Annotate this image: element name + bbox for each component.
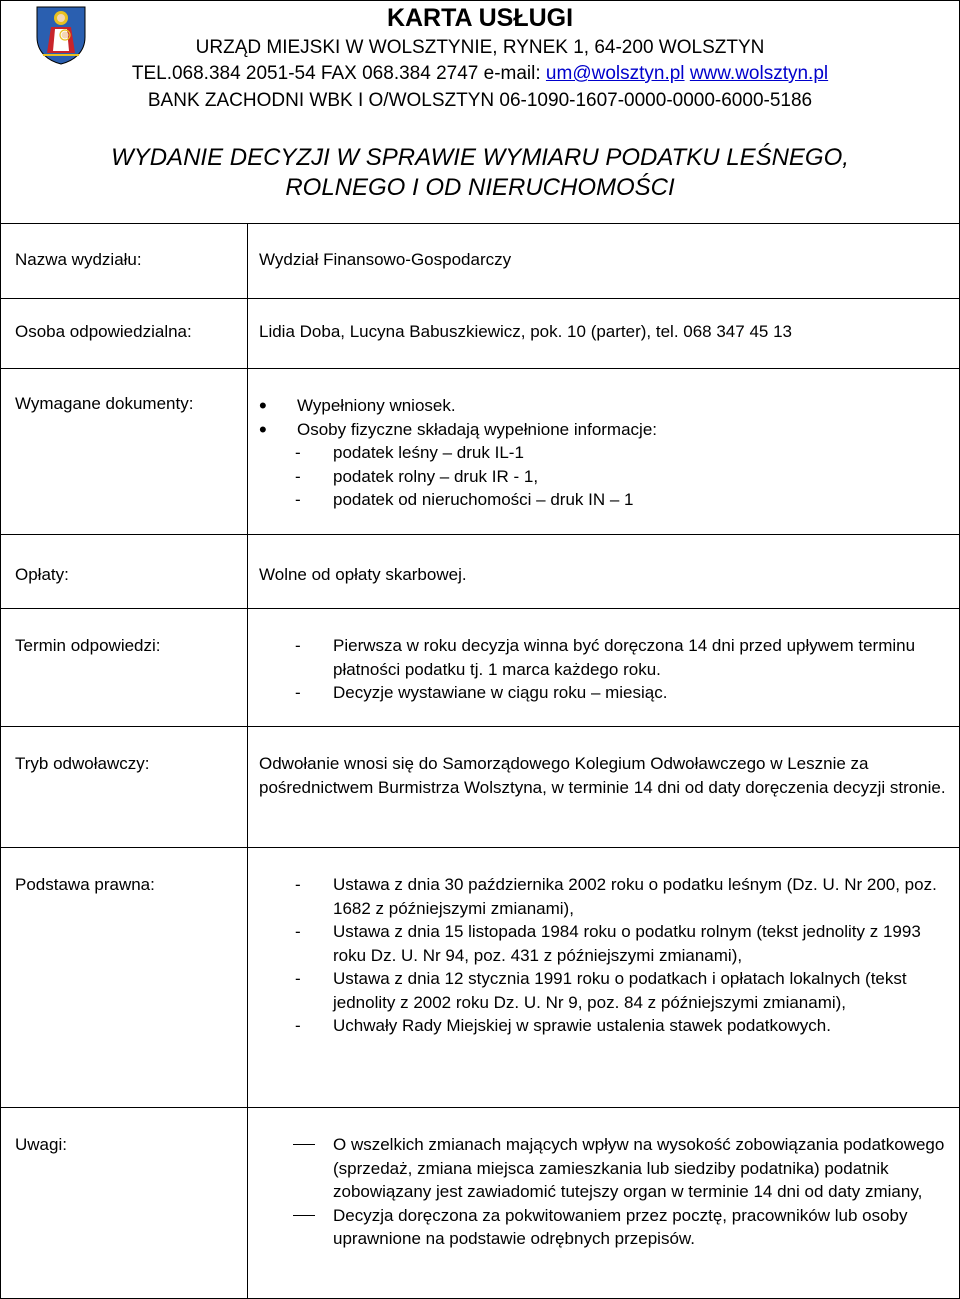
row-person xyxy=(1,298,959,369)
department-value: Wydział Finansowo-Gospodarczy xyxy=(259,250,512,269)
deadline-item: - Decyzje wystawiane w ciągu roku – miesiąc. xyxy=(295,683,668,702)
department-label: Nazwa wydziału: xyxy=(15,250,142,269)
notes-item: O wszelkich zmianach mających wpływ na wysokość zobowiązania podatkowego (sprzedaż, zmiana miejsca zamieszkania lub siedziby podatnika) podatnik zobowiązany jest zawiadomić tutejszy organ w terminie 14 dni od daty zmiany, xyxy=(259,1133,949,1204)
fees-value: Wolne od opłaty skarbowej. xyxy=(259,565,467,584)
office-address: URZĄD MIEJSKI W WOLSZTYNIE, RYNEK 1, 64-200 WOLSZTYN xyxy=(195,37,765,58)
legal-item: - Uchwały Rady Miejskiej w sprawie ustalenia stawek podatkowych. xyxy=(295,1016,831,1035)
contact-prefix: TEL.068.384 2051-54 FAX 068.384 2747 e-mail: xyxy=(131,63,546,84)
documents-sub-item: - podatek leśny – druk IL-1 xyxy=(295,443,524,462)
row-fees xyxy=(1,534,959,609)
fees-label: Opłaty: xyxy=(15,565,69,584)
notes-label: Uwagi: xyxy=(15,1135,67,1154)
deadline-item: - Pierwsza w roku decyzja winna być doręczona 14 dni przed upływem terminu płatności podatku tj. 1 marca każdego roku. xyxy=(295,636,916,679)
appeal-value: Odwołanie wnosi się do Samorządowego Kolegium Odwoławczego w Lesznie za pośrednictwem Burmistrza Wolsztyna, w terminie 14 dni od daty doręczenia decyzji stronie. xyxy=(259,754,946,797)
documents-sub-item: - podatek rolny – druk IR - 1, xyxy=(295,466,539,486)
card-title: KARTA USŁUGI xyxy=(386,4,574,32)
row-appeal xyxy=(1,726,959,848)
document-title-line-1: WYDANIE DECYZJI W SPRAWIE WYMIARU PODATKU LEŚNEGO, xyxy=(111,144,849,171)
row-department xyxy=(1,223,959,299)
notes-value xyxy=(259,1133,949,1251)
legal-item: - Ustawa z dnia 15 listopada 1984 roku o podatku rolnym (tekst jednolity z 1993 roku Dz. U. Nr 94, poz. 431 z późniejszymi zmianami), xyxy=(295,922,921,965)
row-notes xyxy=(1,1107,959,1298)
legal-item: - Ustawa z dnia 12 stycznia 1991 roku o podatkach i opłatach lokalnych (tekst jednolity z 2002 roku Dz. U. Nr 9, poz. 84 z późniejszymi zmianami), xyxy=(295,969,907,1012)
deadline-label: Termin odpowiedzi: xyxy=(15,636,161,655)
legal-value xyxy=(259,873,949,1038)
office-contact xyxy=(1,63,959,85)
email-link[interactable]: um@wolsztyn.pl xyxy=(545,63,685,84)
deadline-value xyxy=(259,634,949,705)
row-legal-basis xyxy=(1,847,959,1108)
person-value: Lidia Doba, Lucyna Babuszkiewicz, pok. 10 (parter), tel. 068 347 45 13 xyxy=(259,322,792,341)
documents-bullet-1: • Wypełniony wniosek. xyxy=(259,394,949,418)
documents-sub-item: - podatek od nieruchomości – druk IN – 1 xyxy=(295,490,634,509)
legal-item: - Ustawa z dnia 30 października 2002 roku o podatku leśnym (Dz. U. Nr 200, poz. 1682 z późniejszymi zmianami), xyxy=(295,875,937,918)
card-header xyxy=(1,1,959,224)
legal-label: Podstawa prawna: xyxy=(15,875,155,894)
notes-item: Decyzja doręczona za pokwitowaniem przez pocztę, pracowników lub osoby uprawnione na podstawie odrębnych przepisów. xyxy=(259,1204,949,1251)
bank-account: BANK ZACHODNI WBK I O/WOLSZTYN 06-1090-1607-0000-0000-6000-5186 xyxy=(147,90,813,111)
appeal-label: Tryb odwoławczy: xyxy=(15,754,150,773)
website-link[interactable]: www.wolsztyn.pl xyxy=(689,63,829,84)
person-label: Osoba odpowiedzialna: xyxy=(15,322,192,341)
documents-bullet-2: • Osoby fizyczne składają wypełnione informacje: xyxy=(259,418,949,442)
documents-label: Wymagane dokumenty: xyxy=(15,394,194,413)
row-documents xyxy=(1,368,959,535)
document-title-line-2: ROLNEGO I OD NIERUCHOMOŚCI xyxy=(285,174,675,201)
row-deadline xyxy=(1,608,959,727)
documents-value xyxy=(259,394,949,512)
